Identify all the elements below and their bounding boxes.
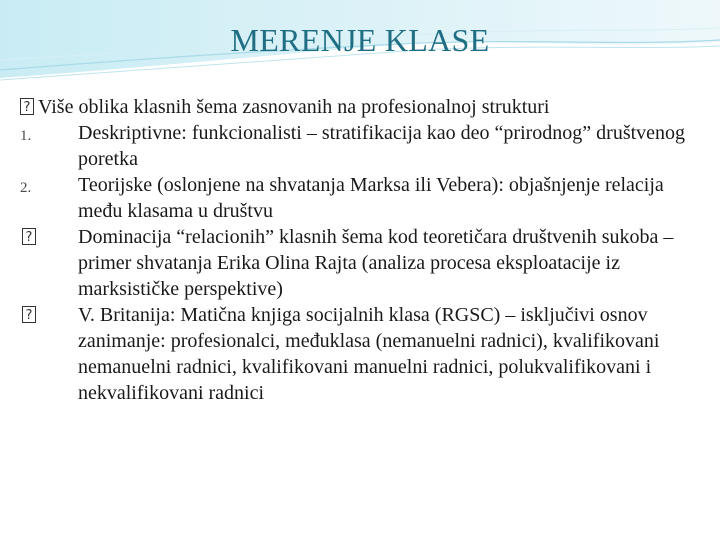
bullet-box-icon <box>22 224 36 250</box>
list-number: 1. <box>20 128 32 144</box>
list-item-text: Teorijske (oslonjene na shvatanja Marksa ili Vebera): objašnjenje relacija među klasama u društvu <box>78 174 664 222</box>
list-item-text: Dominacija “relacionih” klasnih šema kod teoretičara društvenih sukoba – primer shvatanja Erika Olina Rajta (analiza procesa eksploatacije iz marksističke perspektive) <box>78 226 674 300</box>
bullet-box-icon <box>22 302 36 328</box>
list-item-text: V. Britanija: Matična knjiga socijalnih klasa (RGSC) – isključivi osnov zanimanje: profesionalci, međuklasa (nemanuelni radnici), kvalifikovani nemanuelni radnici, kvalifikovani manuelni radnici, polukvalifikovani i nekvalifikovani radnici <box>78 304 660 404</box>
list-item <box>20 172 710 224</box>
list-item <box>20 120 710 172</box>
bullet-list <box>20 94 710 406</box>
slide-title: MERENJE KLASE <box>230 22 490 58</box>
list-number: 2. <box>20 180 32 196</box>
bullet-box-icon <box>20 94 34 120</box>
list-item-text: Više oblika klasnih šema zasnovanih na profesionalnoj strukturi <box>38 96 550 118</box>
list-item <box>20 94 710 120</box>
list-item <box>20 224 710 302</box>
list-item-text: Deskriptivne: funkcionalisti – stratifikacija kao deo “prirodnog” društvenog poretka <box>78 122 686 170</box>
list-item <box>20 302 710 406</box>
